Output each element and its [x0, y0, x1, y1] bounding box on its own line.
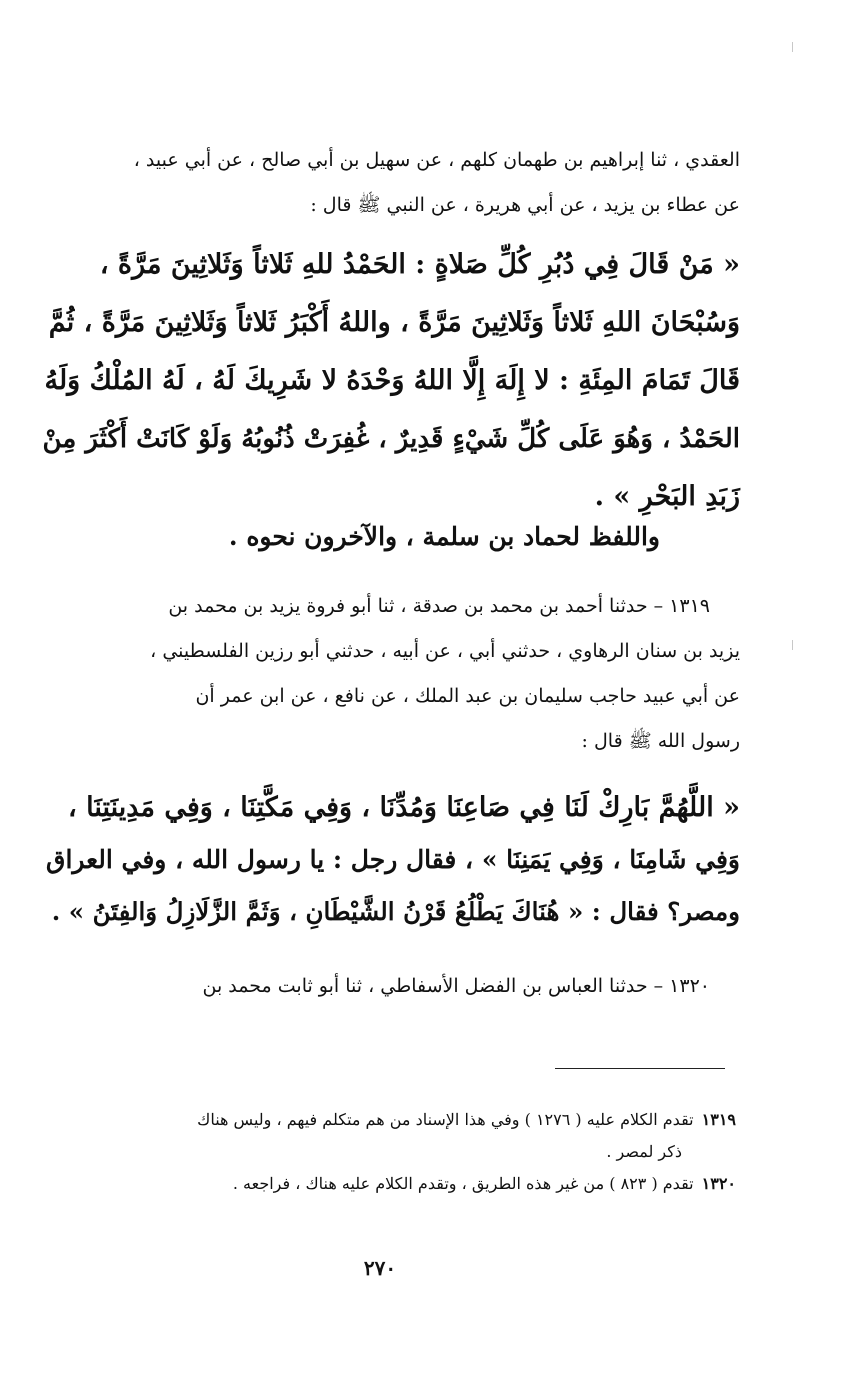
hadith-line: « اللَّهُمَّ بَارِكْ لَنَا فِي صَاعِنَا وَمُدِّنَا ، وَفِي مَكَّتِنَا ، وَفِي مَدِينَتِنَا ،	[67, 792, 740, 823]
isnad-line: عن أبي عبيد حاجب سليمان بن عبد الملك ، عن نافع ، عن ابن عمر أن	[195, 685, 740, 707]
scan-mark-side	[792, 640, 793, 650]
footnotes	[46, 1104, 736, 1200]
isnad-paragraph	[40, 138, 740, 228]
isnad-line: العقدي ، ثنا إبراهيم بن طهمان كلهم ، عن سهيل بن أبي صالح ، عن أبي عبيد ،	[133, 149, 740, 171]
footnote-1320	[46, 1168, 736, 1200]
hadith-text-1319	[40, 782, 740, 938]
page-number: ٢٧٠	[363, 1256, 397, 1280]
isnad-paragraph-1320	[40, 964, 740, 1009]
hadith-line: وَسُبْحَانَ اللهِ ثَلاثاً وَثَلاثِينَ مَرَّةً ، واللهُ أَكْبَرُ ثَلاثاً وَثَلاثِينَ مَرَّةً ، ثُمَّ	[48, 307, 740, 338]
footnote-text: تقدم ( ٨٢٣ ) من غير هذه الطريق ، وتقدم الكلام عليه هناك ، فراجعه .	[232, 1174, 694, 1193]
wording-note-line: واللفظ لحماد بن سلمة ، والآخرون نحوه .	[228, 522, 660, 551]
footnote-line: ذكر لمصر .	[606, 1142, 682, 1161]
hadith-line: قَالَ تَمَامَ المِئَةِ : لا إِلَهَ إِلَّا اللهُ وَحْدَهُ لا شَرِيكَ لَهُ ، لَهُ المُلْكُ وَلَهُ	[44, 365, 740, 396]
footnote-text: تقدم الكلام عليه ( ١٢٧٦ ) وفي هذا الإسناد من هم متكلم فيهم ، وليس هناك	[197, 1110, 694, 1129]
isnad-line: عن عطاء بن يزيد ، عن أبي هريرة ، عن النبي ﷺ قال :	[310, 194, 740, 216]
footnote-line	[46, 1104, 736, 1136]
hadith-line: زَبَدِ البَحْرِ » .	[594, 481, 740, 512]
scan-mark-top	[792, 42, 793, 52]
footnote-number: ١٣٢٠	[701, 1174, 736, 1193]
wording-note	[40, 522, 740, 551]
isnad-line: ١٣١٩ – حدثنا أحمد بن محمد بن صدقة ، ثنا أبو فروة يزيد بن محمد بن	[168, 595, 710, 617]
isnad-paragraph-1319	[40, 584, 740, 764]
isnad-line: رسول الله ﷺ قال :	[581, 730, 740, 752]
hadith-line: وَفِي شَامِنَا ، وَفِي يَمَنِنَا » ، فقال رجل : يا رسول الله ، وفي العراق	[46, 845, 740, 874]
isnad-line: يزيد بن سنان الرهاوي ، حدثني أبي ، عن أبيه ، حدثني أبو رزين الفلسطيني ،	[150, 640, 740, 662]
isnad-line: ١٣٢٠ – حدثنا العباس بن الفضل الأسفاطي ، ثنا أبو ثابت محمد بن	[202, 975, 710, 997]
footnote-separator	[555, 1068, 725, 1069]
hadith-line: « مَنْ قَالَ فِي دُبُرِ كُلِّ صَلاةٍ : الحَمْدُ للهِ ثَلاثاً وَثَلاثِينَ مَرَّةً ،	[99, 249, 740, 280]
footnote-number: ١٣١٩	[701, 1110, 736, 1129]
footnote-line	[46, 1168, 736, 1200]
hadith-line: ومصر؟ فقال : « هُنَاكَ يَطْلُعُ قَرْنُ الشَّيْطَانِ ، وَثَمَّ الزَّلَازِلُ وَالفِتَنُ » .	[51, 897, 740, 926]
hadith-line: الحَمْدُ ، وَهُوَ عَلَى كُلِّ شَيْءٍ قَدِيرٌ ، غُفِرَتْ ذُنُوبُهُ وَلَوْ كَانَتْ أَكْثَرَ مِنْ	[42, 424, 740, 454]
hadith-text	[40, 236, 740, 526]
footnote-1319	[46, 1104, 736, 1168]
